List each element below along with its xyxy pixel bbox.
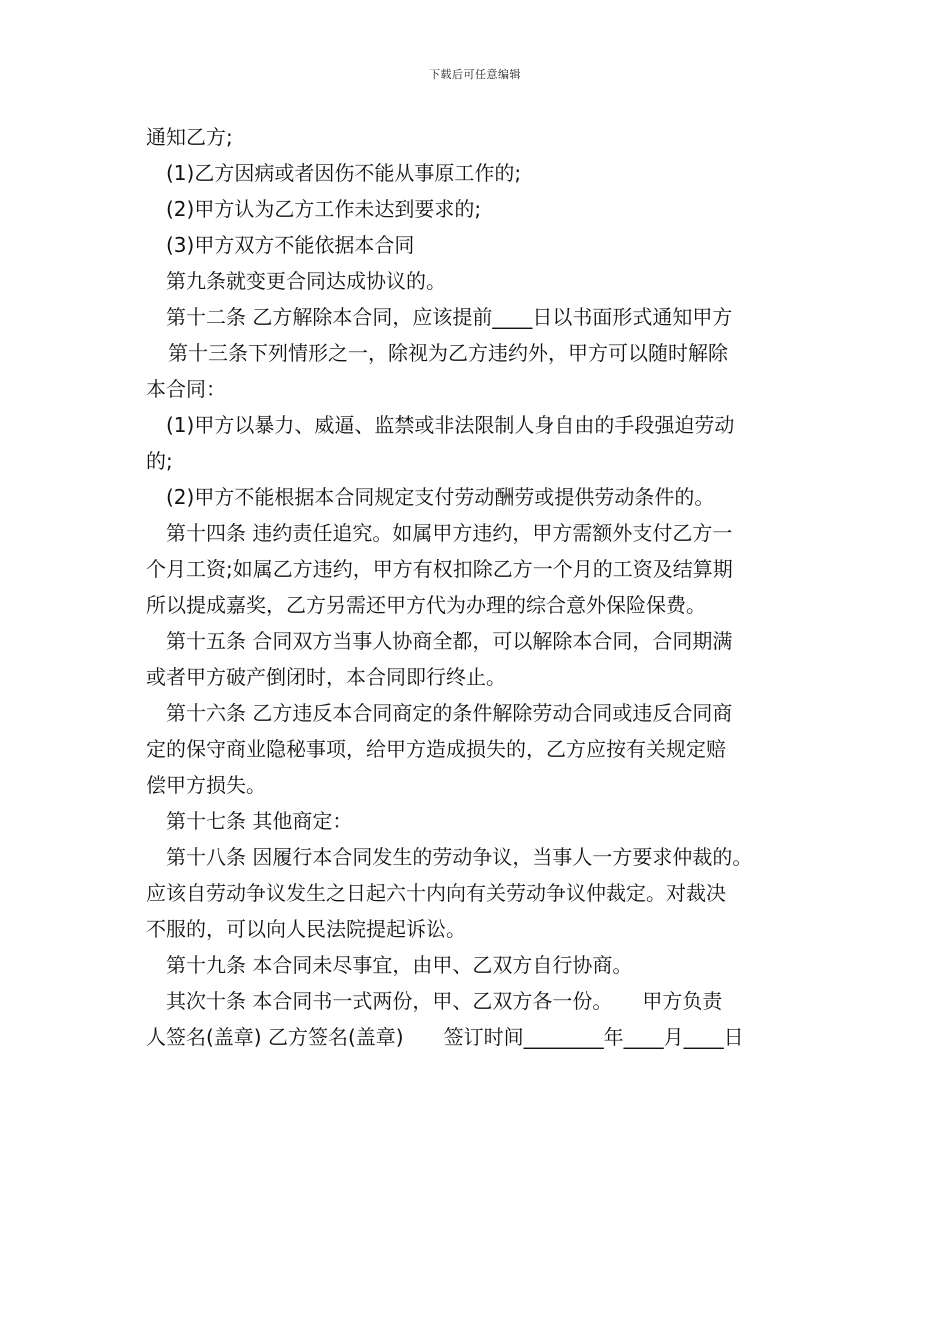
contract-body: [146, 119, 814, 1055]
page-header: 下载后可任意编辑: [429, 68, 521, 81]
text-line: (3)甲方双方不能依据本合同: [166, 233, 415, 257]
text-line: 所以提成嘉奖，乙方另需还甲方代为办理的综合意外保险保费。: [146, 593, 706, 617]
text-line: 的;: [146, 449, 173, 473]
text-line: 第十六条 乙方违反本合同商定的条件解除劳动合同或违反合同商: [166, 701, 733, 725]
text-line: 定的保守商业隐秘事项，给甲方造成损失的，乙方应按有关规定赔: [146, 737, 726, 761]
text-line: 本合同：: [146, 377, 226, 401]
text-line: 人签名(盖章) 乙方签名(盖章) 签订时间________年____月____日: [146, 1025, 744, 1049]
text-line: 第十二条 乙方解除本合同，应该提前____日以书面形式通知甲方: [166, 305, 733, 329]
text-line: (1)乙方因病或者因伤不能从事原工作的;: [166, 161, 522, 185]
text-line: (2)甲方认为乙方工作未达到要求的;: [166, 197, 482, 221]
text-line: 应该自劳动争议发生之日起六十内向有关劳动争议仲裁定。对裁决: [146, 881, 726, 905]
text-line: 个月工资;如属乙方违约，甲方有权扣除乙方一个月的工资及结算期: [146, 557, 733, 581]
text-line: 第十七条 其他商定：: [166, 809, 353, 833]
text-line: 不服的，可以向人民法院提起诉讼。: [146, 917, 466, 941]
text-line: 或者甲方破产倒闭时，本合同即行终止。: [146, 665, 506, 689]
text-line: 第十三条下列情形之一，除视为乙方违约外，甲方可以随时解除: [168, 341, 728, 365]
text-line: 第十四条 违约责任追究。如属甲方违约，甲方需额外支付乙方一: [166, 521, 733, 545]
text-line: (1)甲方以暴力、威逼、监禁或非法限制人身自由的手段强迫劳动: [166, 413, 735, 437]
text-line: 第十九条 本合同未尽事宜，由甲、乙双方自行协商。: [166, 953, 633, 977]
text-line: 第十八条 因履行本合同发生的劳动争议，当事人一方要求仲裁的。: [166, 845, 753, 869]
text-line: 第九条就变更合同达成协议的。: [166, 269, 446, 293]
text-line: 第十五条 合同双方当事人协商全都，可以解除本合同，合同期满: [166, 629, 733, 653]
text-line: 偿甲方损失。: [146, 773, 266, 797]
text-line: (2)甲方不能根据本合同规定支付劳动酬劳或提供劳动条件的。: [166, 485, 715, 509]
text-line: 其次十条 本合同书一式两份，甲、乙双方各一份。 甲方负责: [166, 989, 723, 1013]
text-line: 通知乙方;: [146, 125, 233, 149]
